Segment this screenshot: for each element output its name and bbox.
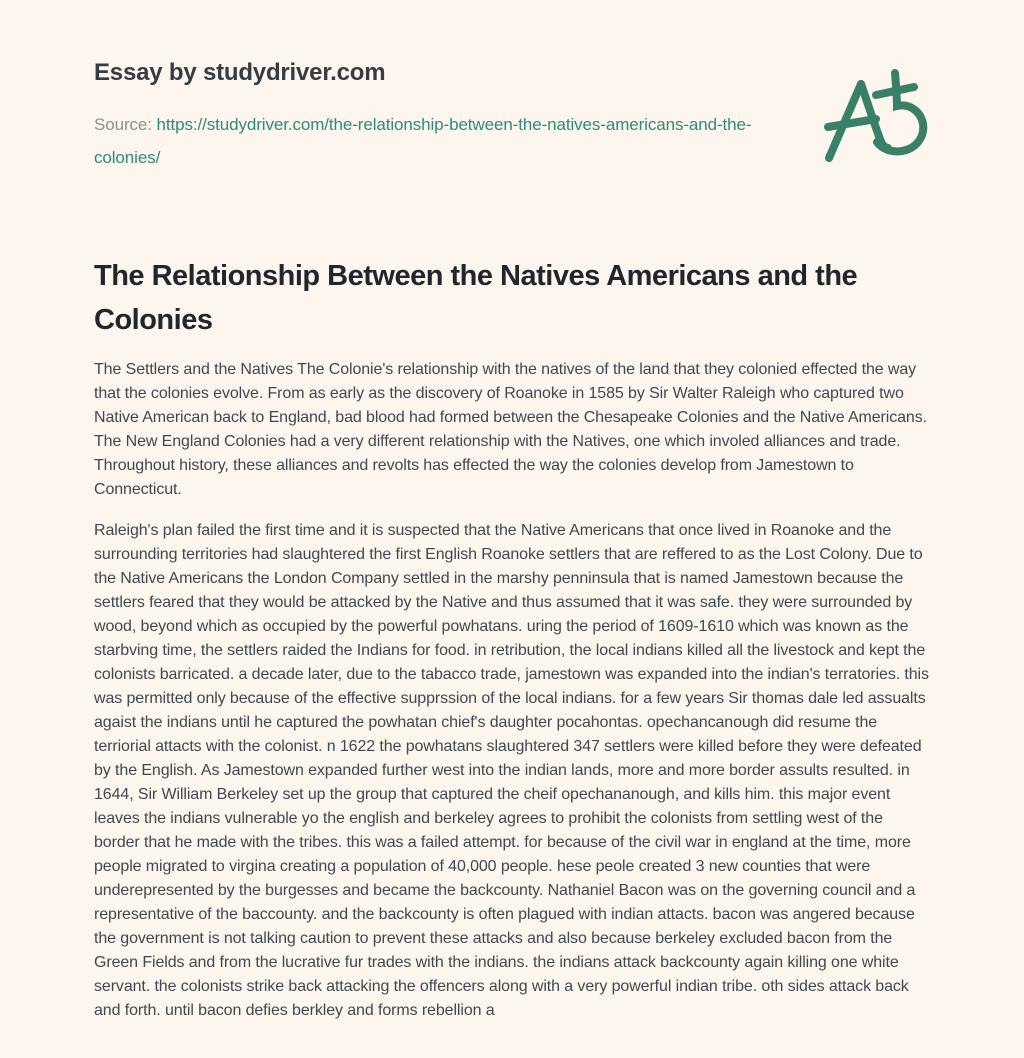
source-line: [94, 108, 774, 174]
source-label: Source:: [94, 115, 152, 134]
header-text-block: [94, 58, 774, 174]
page-title: The Relationship Between the Natives Americans and the Colonies: [94, 260, 858, 336]
essay-paragraph-1: The Settlers and the Natives The Colonie's relationship with the natives of the land that they colonied effected the way that the colonies evolve. From as early as the discovery of Roanoke in 1585 by Sir Walter Raleigh who captured two Native American back to England, bad blood had formed between the Chesapeake Colonies and the Native Americans. The New England Colonies had a very different relationship with the Natives, one which involed alliances and trade. Throughout history, these alliances and revolts has effected the way the colonies develop from Jamestown to Connecticut.: [94, 361, 927, 498]
a-plus-logo-icon: [822, 68, 928, 167]
essay-paragraph-2: Raleigh's plan failed the first time and it is suspected that the Native Americans that once lived in Roanoke and the surrounding territories had slaughtered the first English Roanoke settlers that are reffered to as the Lost Colony. Due to the Native Americans the London Company settled in the marshy penninsula that is named Jamestown because the settlers feared that they would be attacked by the Native and thus assumed that it was safe. they were surrounded by wood, beyond which as occupied by the powerful powhatans. uring the period of 1609-1610 which was known as the starbving time, the settlers raided the Indians for food. in retribution, the local indians killed all the livestock and kept the colonists barricated. a decade later, due to the tabacco trade, jamestown was expanded into the indian's terratories. this was permitted only because of the effective supprssion of the local indians. for a few years Sir thomas dale led assualts agaist the indians until he captured the powhatan chief's daughter pocahontas. opechancanough did resume the terriorial attacts with the colonist. n 1622 the powhatans slaughtered 347 settlers were killed before they were defeated by the English. As Jamestown expanded further west into the indian lands, more and more border assults resulted. in 1644, Sir William Berkeley set up the group that captured the cheif opechananough, and kills him. this major event leaves the indians vulnerable yo the english and berkeley agrees to prohibit the colonists from settling west of the border that he made with the tribes. this was a failed attempt. for because of the civil war in england at the time, more people migrated to virgina creating a population of 40,000 people. hese peole created 3 new counties that were underepresented by the burgesses and became the backcounty. Nathaniel Bacon was on the governing council and a representative of the baccounty. and the backcounty is often plagued with indian attacts. bacon was angered because the government is not talking caution to prevent these attacks and also because berkeley excluded bacon from the Green Fields and from the lucrative fur trades with the indians. the indians attack backcounty again killing one white servant. the colonists strike back attacking the offencers along with a very powerful indian tribe. oth sides attack back and forth. until bacon defies berkley and forms rebellion a: [94, 522, 929, 1019]
essay-by-heading: Essay by studydriver.com: [94, 59, 386, 86]
page-header: [94, 58, 930, 174]
source-link[interactable]: https://studydriver.com/the-relationship-between-the-natives-americans-and-the-colonies/: [94, 115, 752, 167]
content-container: [94, 0, 930, 1023]
article-body: [94, 358, 930, 1023]
